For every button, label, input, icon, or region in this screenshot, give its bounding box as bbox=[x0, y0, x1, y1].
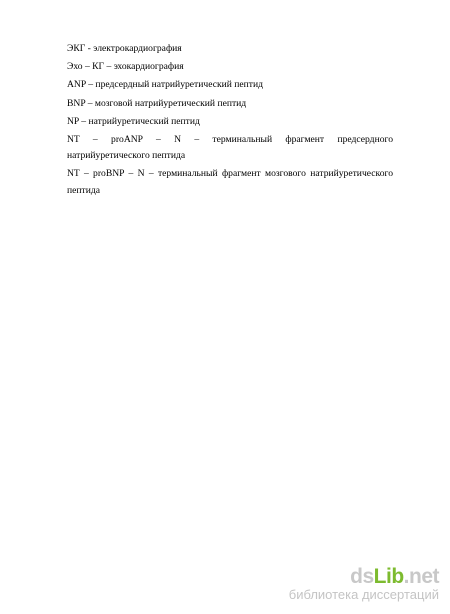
dslib-watermark[interactable] bbox=[268, 566, 443, 606]
logo-net: .net bbox=[403, 565, 439, 588]
dslib-subtitle: библиотека диссертаций bbox=[288, 587, 439, 602]
nt-proanp-line-2: натрийуретического пептида bbox=[67, 150, 186, 162]
logo-lib: Lib bbox=[373, 565, 404, 588]
abbreviation-nt-proanp bbox=[67, 132, 393, 164]
nt-probnp-line-2: пептида bbox=[67, 184, 100, 196]
abbreviation-np: NP – натрийуретический пептид bbox=[67, 115, 200, 127]
abbreviation-bnp: BNP – мозговой натрийуретический пептид bbox=[67, 97, 247, 109]
dslib-logo bbox=[350, 566, 439, 588]
abbreviation-anp: ANP – предсердный натрийуретический пептид bbox=[67, 79, 264, 91]
abbreviation-echo-kg: Эхо – КГ – эхокардиография bbox=[67, 61, 184, 73]
abbreviation-ekg: ЭКГ - электрокардиография bbox=[67, 43, 182, 54]
abbreviation-nt-probnp bbox=[67, 166, 393, 198]
nt-probnp-line-1: NT – proBNP – N – терминальный фрагмент мозгового натрийуретического bbox=[67, 168, 393, 180]
nt-proanp-line-1: NT – proANP – N – терминальный фрагмент предсердного bbox=[67, 134, 393, 146]
logo-ds: ds bbox=[350, 565, 374, 588]
abbreviation-list bbox=[67, 41, 393, 201]
